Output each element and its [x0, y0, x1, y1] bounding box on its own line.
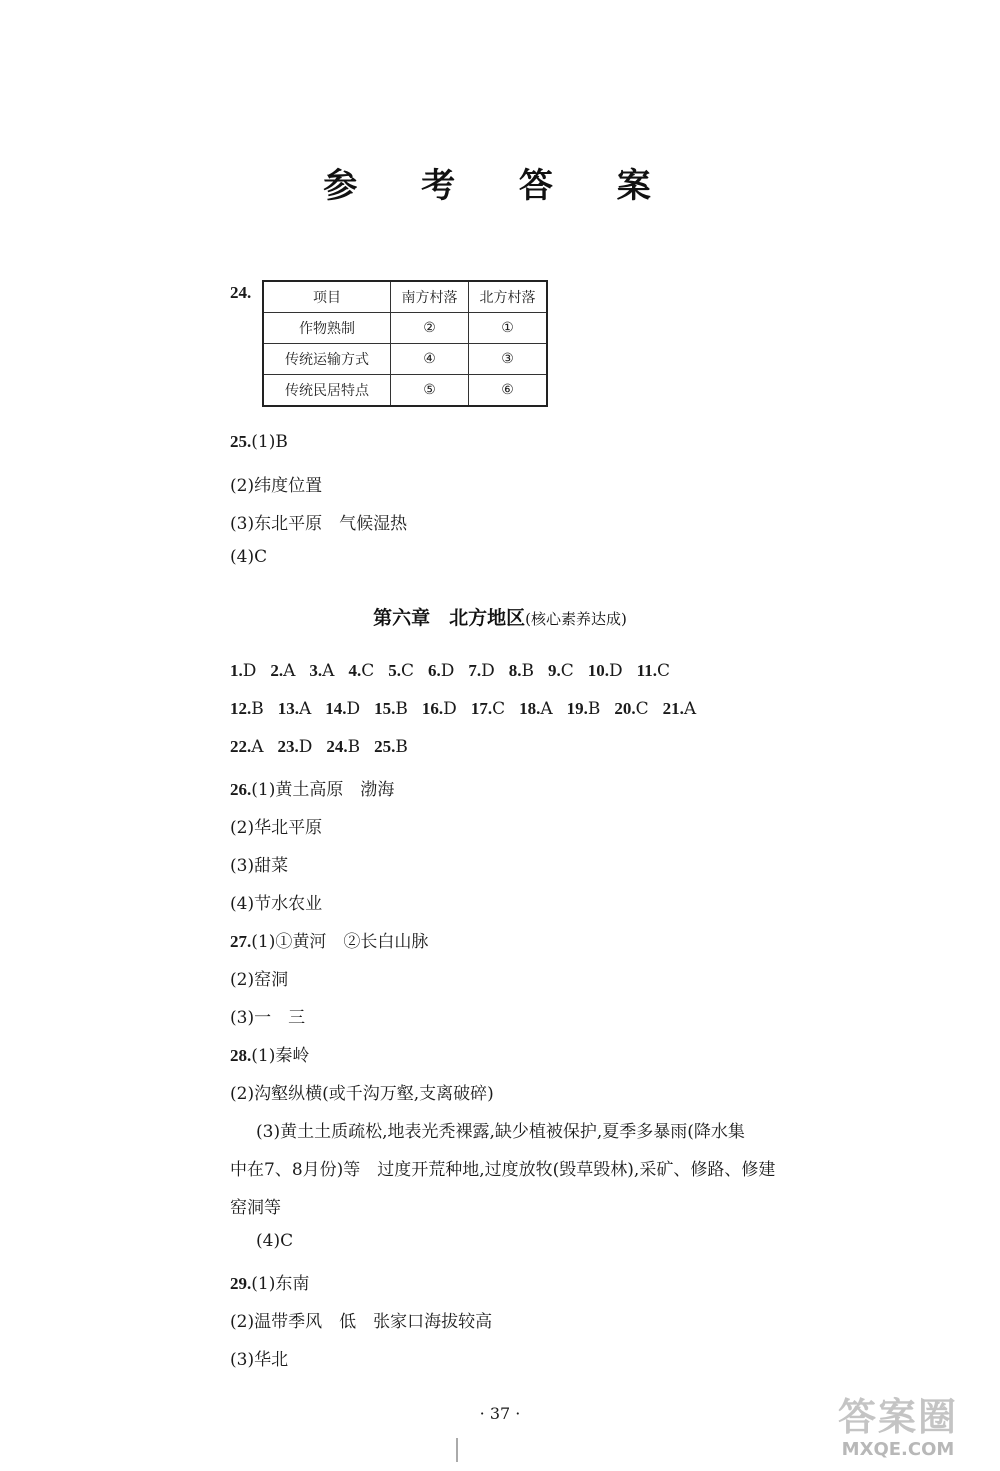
question-26-line — [230, 775, 394, 800]
answer-line: (2)沟壑纵横(或千沟万壑,支离破碎) — [230, 1084, 494, 1104]
question-25-line — [230, 432, 288, 452]
watermark-logo — [808, 1395, 988, 1465]
mc-answer: 20.C — [614, 699, 649, 719]
question-25-number: 25. — [230, 432, 252, 451]
answer-line: (3)甜菜 — [230, 856, 289, 876]
mc-answer: 23.D — [277, 737, 313, 757]
binding-mark — [456, 1438, 458, 1462]
mc-answer: 1.D — [230, 661, 257, 681]
mc-answer: 11.C — [636, 661, 670, 681]
question-26-number: 26. — [230, 780, 252, 799]
mc-answer: 2.A — [270, 661, 296, 681]
question-28-number: 28. — [230, 1046, 252, 1065]
mc-answer: 17.C — [470, 699, 506, 719]
answer-line: (2)温带季风 低 张家口海拔较高 — [230, 1312, 493, 1332]
answer-text: (1)B — [251, 432, 288, 452]
page-title: 参 考 答 案 — [323, 166, 677, 206]
table-cell: 传统运输方式 — [263, 344, 391, 375]
table-cell: ⑥ — [469, 375, 548, 407]
table-cell: ② — [391, 313, 469, 344]
mc-answer: 12.B — [230, 699, 264, 719]
table-cell: ③ — [469, 344, 548, 375]
table-cell: ④ — [391, 344, 469, 375]
mc-answer: 8.B — [508, 661, 535, 681]
question-29-line — [230, 1269, 309, 1294]
mc-answer: 19.B — [566, 699, 601, 719]
mc-answer: 15.B — [374, 699, 408, 719]
table-header-row — [263, 281, 547, 313]
mc-answer: 18.A — [519, 699, 553, 719]
answer-line: (2)纬度位置 — [230, 476, 323, 496]
mc-answer: 22.A — [230, 737, 264, 757]
mc-answer: 24.B — [326, 737, 361, 757]
answer-text: (1)东南 — [251, 1274, 310, 1294]
table-cell: ⑤ — [391, 375, 469, 407]
page-number: · 37 · — [479, 1404, 521, 1423]
table-header: 项目 — [263, 281, 391, 313]
question-28-line — [230, 1041, 309, 1066]
table-cell: 传统民居特点 — [263, 375, 391, 407]
mc-answer: 10.D — [587, 661, 623, 681]
mc-answer: 6.D — [427, 661, 455, 681]
answer-line: (3)东北平原 气候湿热 — [230, 514, 408, 534]
mc-answer-row — [230, 737, 422, 757]
answer-text: (1)①黄河 ②长白山脉 — [251, 932, 429, 952]
question-29-number: 29. — [230, 1274, 252, 1293]
mc-answer: 16.D — [421, 699, 457, 719]
answer-line: (2)窑洞 — [230, 970, 289, 990]
mc-answer: 13.A — [277, 699, 312, 719]
mc-answer: 25.B — [374, 737, 408, 757]
table-header: 北方村落 — [469, 281, 548, 313]
question-27-number: 27. — [230, 932, 252, 951]
mc-answer: 9.C — [548, 661, 574, 681]
mc-answer: 21.A — [662, 699, 697, 719]
answer-line: (3)一 三 — [230, 1008, 306, 1028]
answer-line: (3)华北 — [230, 1350, 289, 1370]
answer-line: (4)节水农业 — [230, 894, 323, 914]
section-title: 第六章 北方地区 — [373, 607, 526, 629]
table-header: 南方村落 — [391, 281, 469, 313]
question-24-number: 24. — [230, 283, 252, 302]
answer-line: 窑洞等 — [230, 1198, 281, 1218]
answer-line: (4)C — [230, 547, 268, 567]
mc-answer: 3.A — [309, 661, 335, 681]
mc-answer-row — [230, 699, 710, 719]
question-24-table — [262, 280, 548, 407]
answer-text: (1)秦岭 — [251, 1046, 310, 1066]
answer-line: (3)黄土土质疏松,地表光秃裸露,缺少植被保护,夏季多暴雨(降水集 — [256, 1122, 745, 1142]
mc-answer: 4.C — [348, 661, 375, 681]
mc-answer: 7.D — [468, 661, 495, 681]
answer-text: (1)黄土高原 渤海 — [251, 780, 395, 800]
mc-answer-row — [230, 661, 684, 681]
table-row — [263, 344, 547, 375]
table-row — [263, 375, 547, 407]
answer-line: 中在7、8月份)等 过度开荒种地,过度放牧(毁草毁林),采矿、修路、修建 — [230, 1160, 776, 1180]
table-cell: 作物熟制 — [263, 313, 391, 344]
section-heading — [0, 603, 1000, 630]
section-subtitle: (核心素养达成) — [525, 610, 627, 628]
watermark-text: 答案圈 — [837, 1395, 958, 1439]
question-27-line — [230, 927, 428, 952]
table-row — [263, 313, 547, 344]
answer-line: (4)C — [256, 1231, 294, 1251]
table-cell: ① — [469, 313, 548, 344]
answer-line: (2)华北平原 — [230, 818, 323, 838]
mc-answer: 14.D — [325, 699, 361, 719]
mc-answer: 5.C — [388, 661, 414, 681]
watermark-domain: MXQE.COM — [841, 1439, 955, 1460]
